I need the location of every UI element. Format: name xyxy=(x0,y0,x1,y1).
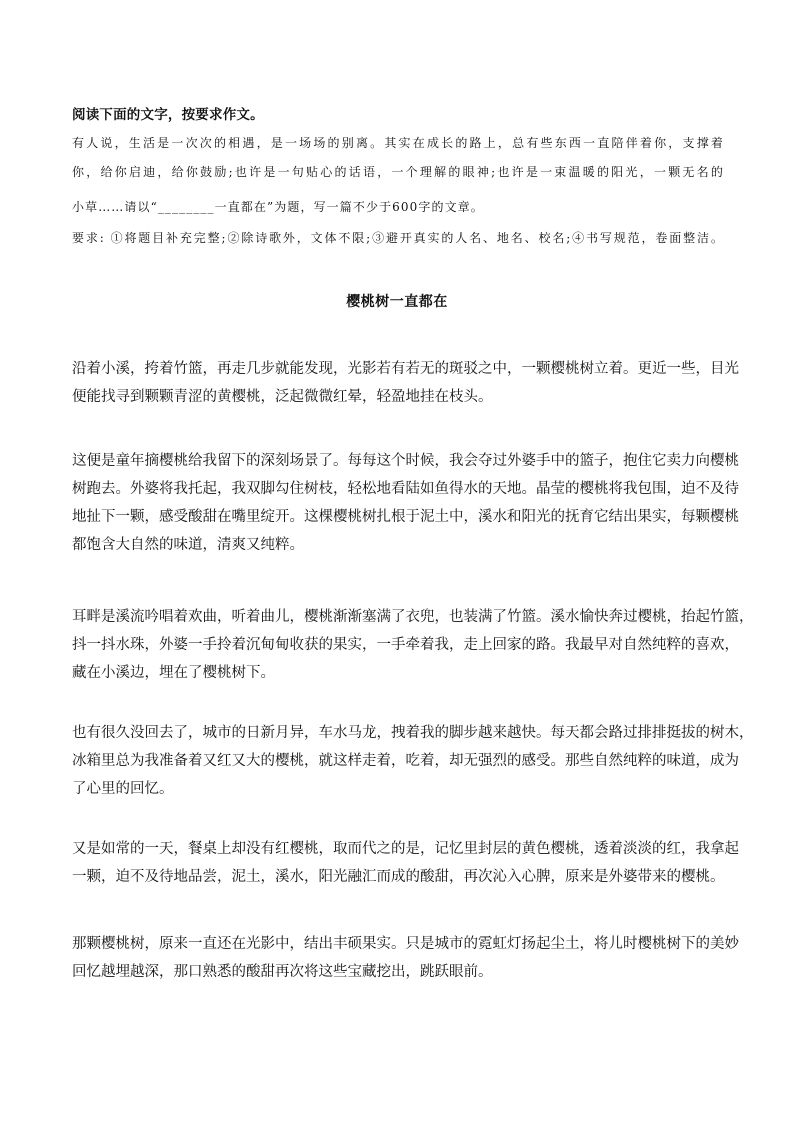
paragraph-line: 便能找寻到颗颗青涩的黄樱桃，泛起微微红晕，轻盈地挂在枝头。 xyxy=(72,389,493,405)
essay-paragraph-3 xyxy=(72,603,754,687)
prompt-heading: 阅读下面的文字，按要求作文。 xyxy=(72,107,264,123)
paragraph-line: 又是如常的一天，餐桌上却没有红樱桃，取而代之的是，记忆里封层的黄色樱桃，透着淡淡的红，我拿起 xyxy=(72,841,739,857)
essay-paragraph-5 xyxy=(72,835,739,891)
paragraph-line: 藏在小溪边，埋在了樱桃树下。 xyxy=(72,665,275,681)
essay-paragraph-6 xyxy=(72,930,739,986)
essay-title: 樱桃树一直都在 xyxy=(346,294,448,310)
paragraph-line: 沿着小溪，挎着竹篮，再走几步就能发现，光影若有若无的斑驳之中，一颗樱桃树立着。更近一些，目光 xyxy=(72,361,739,377)
paragraph-line: 了心里的回忆。 xyxy=(72,781,174,797)
paragraph-line: 也有很久没回去了，城市的日新月异，车水马龙，拽着我的脚步越来越快。每天都会路过排排挺拔的树木， xyxy=(72,725,754,741)
paragraph-line: 冰箱里总为我准备着又红又大的樱桃，就这样走着，吃着，却无强烈的感受。那些自然纯粹的味道，成为 xyxy=(72,753,739,769)
essay-paragraph-2 xyxy=(72,447,739,559)
paragraph-line: 地扯下一颗，感受酸甜在嘴里绽开。这棵樱桃树扎根于泥土中，溪水和阳光的抚育它结出果实，每颗樱桃 xyxy=(72,509,739,525)
paragraph-line: 都饱含大自然的味道，清爽又纯粹。 xyxy=(72,537,304,553)
paragraph-line: 那颗樱桃树，原来一直还在光影中，结出丰硕果实。只是城市的霓虹灯扬起尘土，将儿时樱桃树下的美妙 xyxy=(72,936,739,952)
paragraph-line: 树跑去。外婆将我托起，我双脚勾住树枝，轻松地看陆如鱼得水的天地。晶莹的樱桃将我包围，迫不及待 xyxy=(72,481,739,497)
essay-paragraph-1 xyxy=(72,355,739,411)
paragraph-line: 回忆越埋越深，那口熟悉的酸甜再次将这些宝藏挖出，跳跃眼前。 xyxy=(72,964,493,980)
paragraph-line: 抖一抖水珠，外婆一手拎着沉甸甸收获的果实，一手牵着我，走上回家的路。我最早对自然纯粹的喜欢， xyxy=(72,637,739,653)
essay-paragraph-4 xyxy=(72,719,754,803)
paragraph-line: 一颗，迫不及待地品尝，泥土，溪水，阳光融汇而成的酸甜，再次沁入心脾，原来是外婆带来的樱桃。 xyxy=(72,869,725,885)
prompt-requirements: 要求: ①将题目补充完整;②除诗歌外，文体不限;③避开真实的人名、地名、校名;④书写规范，卷面整洁。 xyxy=(72,231,724,245)
prompt-line-3: 小草……请以“________一直都在”为题，写一篇不少于600字的文章。 xyxy=(72,200,484,214)
paragraph-line: 这便是童年摘樱桃给我留下的深刻场景了。每每这个时候，我会夺过外婆手中的篮子，抱住它卖力向樱桃 xyxy=(72,453,739,469)
prompt-line-1: 有人说，生活是一次次的相遇，是一场场的别离。其实在成长的路上，总有些东西一直陪伴着你，支撑着 xyxy=(72,136,724,150)
prompt-line-2: 你，给你启迪，给你鼓励;也许是一句贴心的话语，一个理解的眼神;也许是一束温暖的阳光，一颗无名的 xyxy=(72,165,724,179)
paragraph-line: 耳畔是溪流吟唱着欢曲，听着曲儿，樱桃渐渐塞满了衣兜，也装满了竹篮。溪水愉快奔过樱桃，抬起竹篮， xyxy=(72,609,754,625)
